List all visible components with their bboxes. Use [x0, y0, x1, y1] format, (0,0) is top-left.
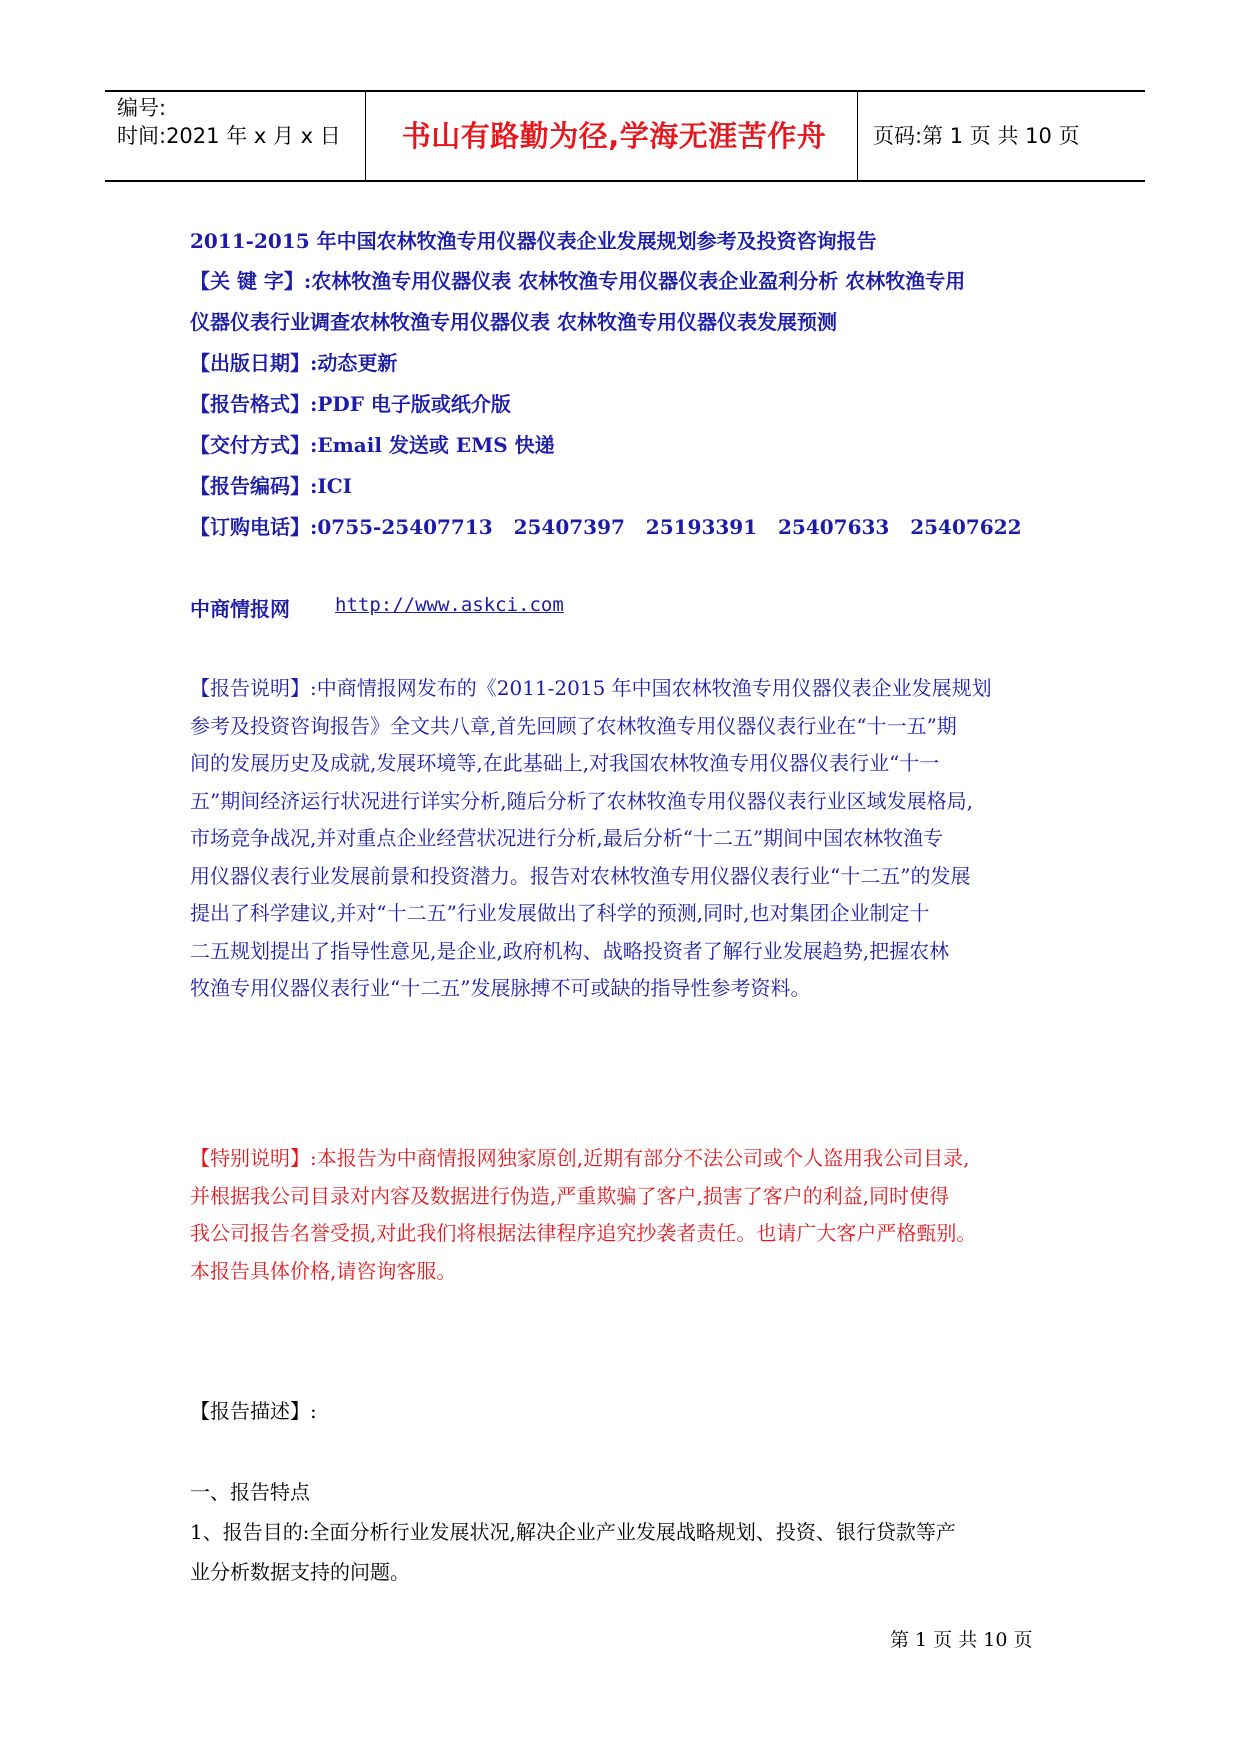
code-label: 【报告编码】: [190, 474, 318, 498]
time-label: 时间:2021 年 x 月 x 日 [117, 124, 341, 148]
phone-value: 0755-25407713 25407397 25193391 25407633 25407622 [317, 515, 1022, 539]
description-line: 参考及投资咨询报告》全文共八章,首先回顾了农林牧渔专用仪器仪表行业在“十一五”期 [190, 713, 957, 738]
special-line: 【特别说明】:本报告为中商情报网独家原创,近期有部分不法公司或个人盗用我公司目录, [190, 1146, 970, 1170]
site-link[interactable]: http://www.askci.com [335, 594, 564, 616]
pub-date-value: 动态更新 [317, 351, 398, 375]
phone-label: 【订购电话】: [190, 515, 318, 539]
report-title: 2011-2015 年中国农林牧渔专用仪器仪表企业发展规划参考及投资咨询报告 [190, 229, 877, 253]
header-page-info: 页码:第 1 页 共 10 页 [873, 124, 1080, 148]
format-label: 【报告格式】: [190, 392, 318, 416]
description-line: 市场竞争战况,并对重点企业经营状况进行分析,最后分析“十二五”期间中国农林牧渔专 [190, 826, 944, 850]
number-label: 编号: [117, 96, 167, 120]
delivery-row [190, 429, 555, 458]
special-line: 我公司报告名誉受损,对此我们将根据法律程序追究抄袭者责任。也请广大客户严格甄别。 [190, 1221, 977, 1245]
format-value: PDF 电子版或纸介版 [317, 392, 511, 416]
description-label: 【报告说明】: [190, 676, 317, 700]
code-row [190, 470, 352, 499]
description-line: 二五规划提出了指导性意见,是企业,政府机构、战略投资者了解行业发展趋势,把握农林 [190, 938, 950, 963]
special-line: 并根据我公司目录对内容及数据进行伪造,严重欺骗了客户,损害了客户的利益,同时使得 [190, 1183, 950, 1208]
header-divider-right [857, 92, 858, 180]
keywords-line2: 仪器仪表行业调查农林牧渔专用仪器仪表 农林牧渔专用仪器仪表发展预测 [190, 310, 837, 334]
delivery-label: 【交付方式】: [190, 433, 318, 457]
keywords-label: 【关 键 字】: [190, 269, 312, 293]
header-meta [117, 92, 365, 180]
phone-row [190, 511, 1022, 540]
overview-heading: 【报告描述】: [190, 1399, 317, 1423]
item-line: 1、报告目的:全面分析行业发展状况,解决企业产业发展战略规划、投资、银行贷款等产 [190, 1520, 956, 1544]
keywords-text: 农林牧渔专用仪器仪表 农林牧渔专用仪器仪表企业盈利分析 农林牧渔专用 [311, 269, 966, 293]
format-row [190, 388, 511, 417]
section-heading: 一、报告特点 [190, 1480, 310, 1504]
special-notice [190, 1140, 1070, 1290]
header-motto: 书山有路勤为径,学海无涯苦作舟 [401, 119, 827, 153]
special-label: 【特别说明】: [190, 1146, 317, 1170]
item-line: 业分析数据支持的问题。 [190, 1560, 410, 1584]
page-footer: 第 1 页 共 10 页 [890, 1629, 1033, 1651]
description-paragraph [190, 670, 1070, 1008]
delivery-value: Email 发送或 EMS 快递 [317, 433, 555, 457]
header-divider-left [365, 92, 366, 180]
page-header [105, 90, 1145, 182]
keywords-line1 [190, 265, 965, 294]
special-line: 本报告具体价格,请咨询客服。 [190, 1258, 457, 1283]
description-line: 间的发展历史及成就,发展环境等,在此基础上,对我国农林牧渔专用仪器仪表行业“十一 [190, 751, 940, 775]
description-line: 牧渔专用仪器仪表行业“十二五”发展脉搏不可或缺的指导性参考资料。 [190, 976, 811, 1000]
pub-date-row [190, 347, 397, 376]
code-value: ICI [317, 474, 353, 498]
description-line: 【报告说明】:中商情报网发布的《2011-2015 年中国农林牧渔专用仪器仪表企业发展规划 [190, 676, 992, 700]
description-line: 提出了科学建议,并对“十二五”行业发展做出了科学的预测,同时,也对集团企业制定十 [190, 901, 930, 925]
description-line: 用仪器仪表行业发展前景和投资潜力。报告对农林牧渔专用仪器仪表行业“十二五”的发展 [190, 863, 971, 888]
pub-date-label: 【出版日期】: [190, 351, 318, 375]
description-line: 五”期间经济运行状况进行详实分析,随后分析了农林牧渔专用仪器仪表行业区域发展格局, [190, 788, 973, 813]
site-name: 中商情报网 [190, 597, 290, 621]
